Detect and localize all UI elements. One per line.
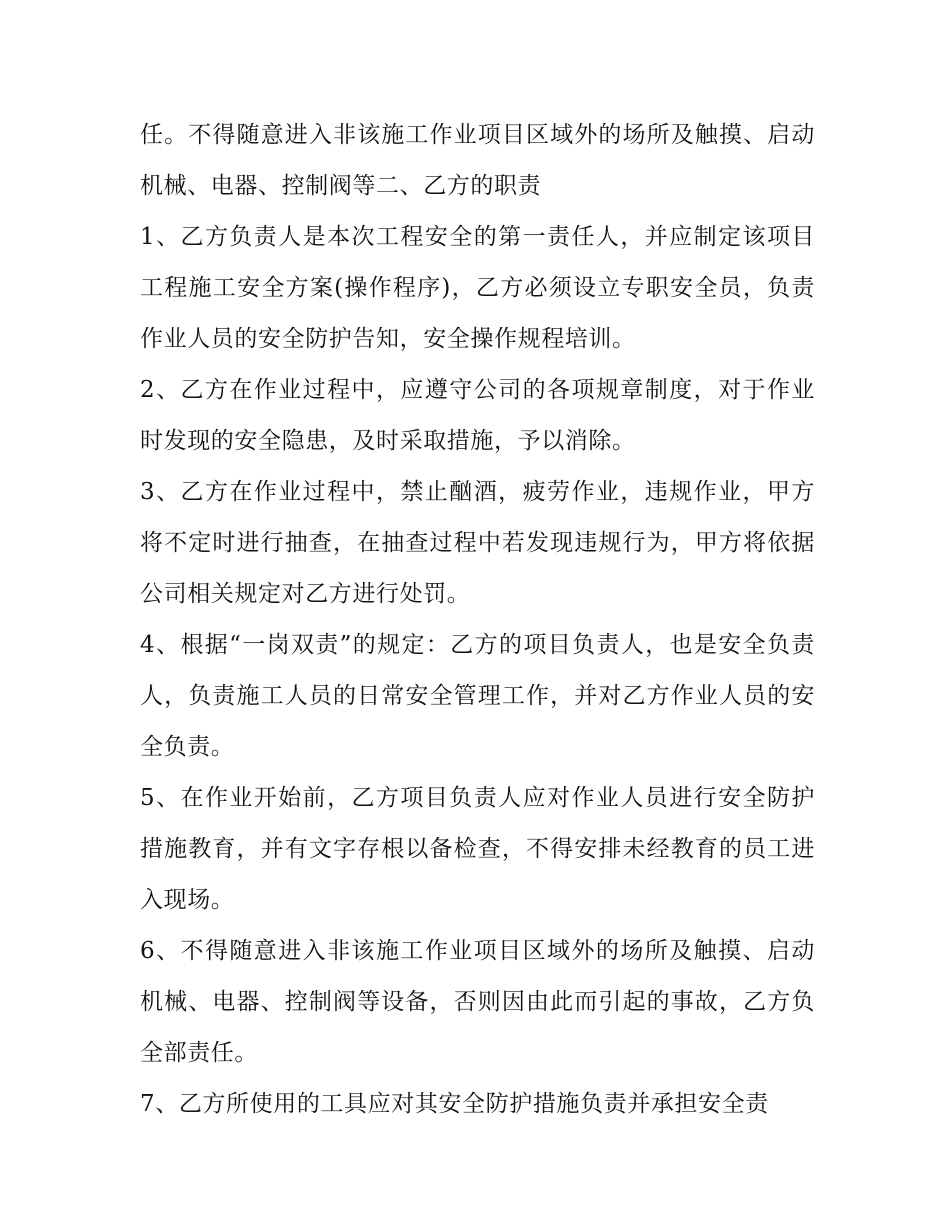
paragraph-item-1: 1、乙方负责人是本次工程安全的第一责任人，并应制定该项目工程施工安全方案(操作程序)，乙方必须设立专职安全员，负责作业人员的安全防护告知，安全操作规程培训。 bbox=[140, 224, 815, 352]
paragraph-item-4: 4、根据“一岗双责”的规定：乙方的项目负责人，也是安全负责人，负责施工人员的日常安全管理工作，并对乙方作业人员的安全负责。 bbox=[140, 632, 815, 760]
paragraph-item-5: 5、在作业开始前，乙方项目负责人应对作业人员进行安全防护措施教育，并有文字存根以备检查，不得安排未经教育的员工进入现场。 bbox=[140, 785, 815, 913]
paragraph-item-7: 7、乙方所使用的工具应对其安全防护措施负责并承担安全责 bbox=[140, 1091, 769, 1117]
paragraph-continuation: 任。不得随意进入非该施工作业项目区域外的场所及触摸、启动机械、电器、控制阀等二、乙方的职责 bbox=[140, 122, 815, 199]
paragraph-item-3: 3、乙方在作业过程中，禁止酗酒，疲劳作业，违规作业，甲方将不定时进行抽查，在抽查过程中若发现违规行为，甲方将依据公司相关规定对乙方进行处罚。 bbox=[140, 479, 815, 607]
paragraph-item-2: 2、乙方在作业过程中，应遵守公司的各项规章制度，对于作业时发现的安全隐患，及时采取措施，予以消除。 bbox=[140, 377, 815, 454]
document-body bbox=[140, 110, 815, 1130]
paragraph-item-6: 6、不得随意进入非该施工作业项目区域外的场所及触摸、启动机械、电器、控制阀等设备，否则因由此而引起的事故，乙方负全部责任。 bbox=[140, 938, 815, 1066]
